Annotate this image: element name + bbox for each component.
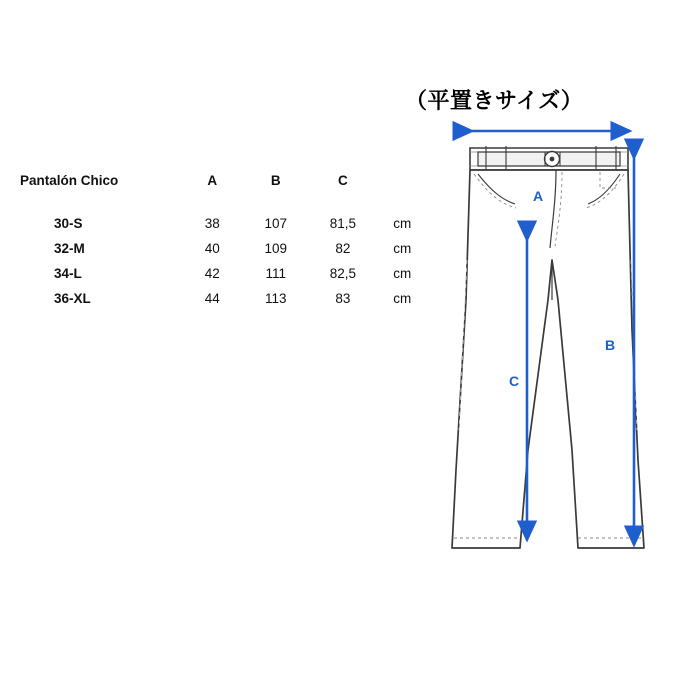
row-unit: cm <box>393 291 412 306</box>
row-c: 82,5 <box>329 266 356 281</box>
row-b: 107 <box>264 216 288 231</box>
trousers-outline <box>452 146 644 548</box>
row-c: 81,5 <box>329 216 356 231</box>
row-size: 34-L <box>54 266 82 281</box>
header-measure-a: A <box>207 173 218 188</box>
flat-size-caption: （平置きサイズ） <box>405 88 584 113</box>
row-a: 40 <box>204 241 220 256</box>
dimension-label-a: A <box>533 188 544 204</box>
row-a: 44 <box>204 291 220 306</box>
row-size: 32-M <box>54 241 85 256</box>
row-a: 38 <box>204 216 220 231</box>
row-unit: cm <box>393 266 412 281</box>
dimension-label-b: B <box>605 337 616 353</box>
row-c: 83 <box>335 291 351 306</box>
row-b: 109 <box>264 241 288 256</box>
row-c: 82 <box>335 241 351 256</box>
header-measure-c: C <box>337 173 348 188</box>
header-product-name: Pantalón Chico <box>20 173 119 188</box>
row-b: 113 <box>265 291 287 306</box>
row-b: 111 <box>265 266 287 281</box>
row-unit: cm <box>393 216 412 231</box>
header-measure-b: B <box>270 173 281 188</box>
row-unit: cm <box>393 241 412 256</box>
row-size: 30-S <box>54 216 83 231</box>
dimension-label-c: C <box>509 373 520 389</box>
row-a: 42 <box>204 266 220 281</box>
row-size: 36-XL <box>54 291 91 306</box>
